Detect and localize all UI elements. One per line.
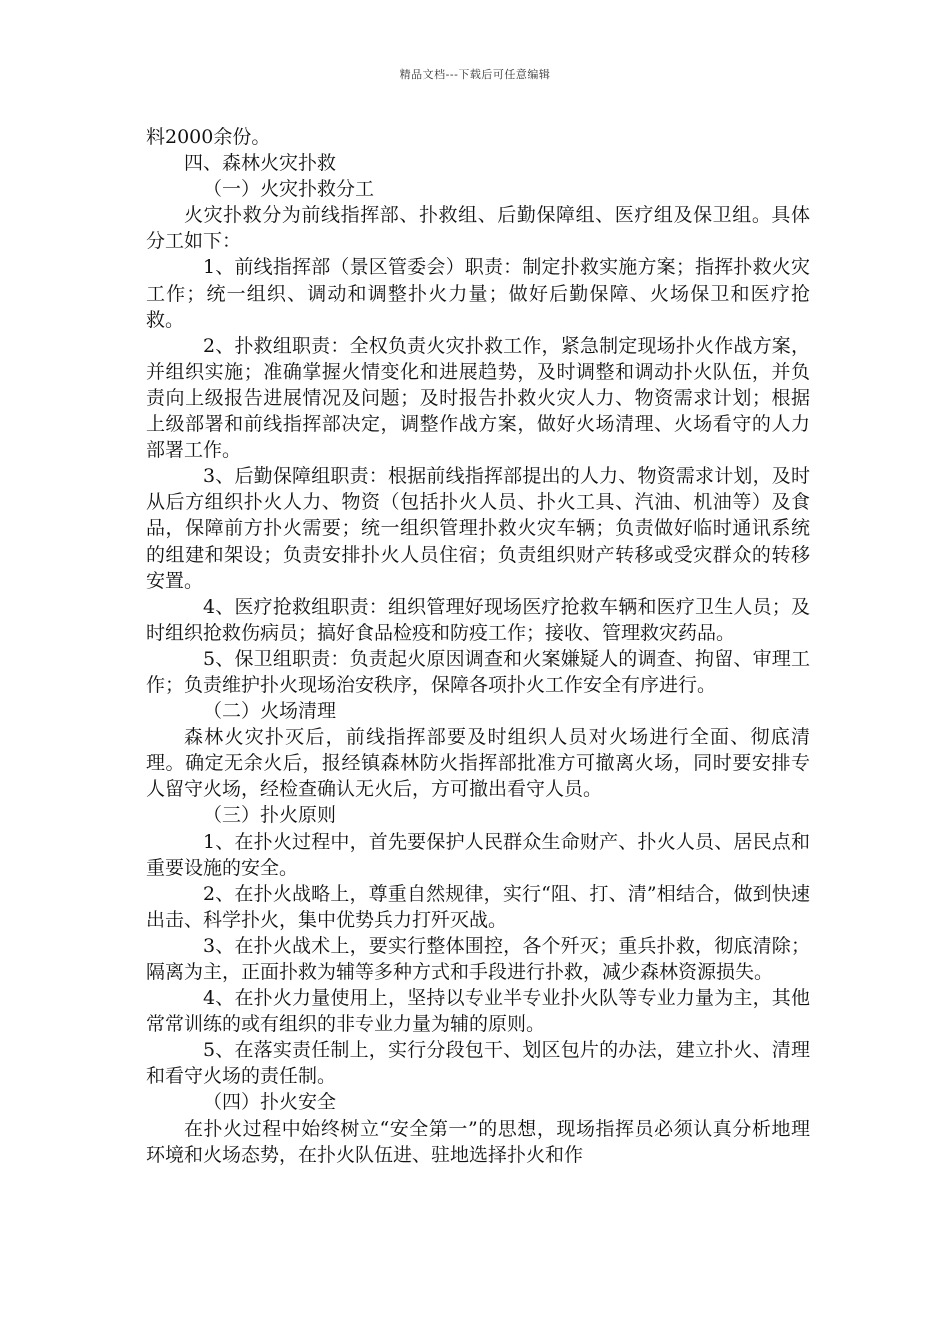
- paragraph-4: 1、前线指挥部（景区管委会）职责：制定扑救实施方案；指挥扑救火灾工作；统一组织、调动和调整扑火力量；做好后勤保障、火场保卫和医疗抢救。: [146, 256, 810, 331]
- paragraph-8: 5、保卫组职责：负责起火原因调查和火案嫌疑人的调查、拘留、审理工作；负责维护扑火现场治安秩序，保障各项扑火工作安全有序进行。: [146, 647, 810, 696]
- subsection-heading-principles: （三）扑火原则: [203, 804, 337, 827]
- subsection-heading-division: （一）火灾扑救分工: [203, 178, 375, 201]
- paragraph-18: 在扑火过程中始终树立“安全第一”的思想，现场指挥员必须认真分析地理环境和火场态势，在扑火队伍进、驻地选择扑火和作: [146, 1117, 810, 1166]
- paragraph-10: 森林火灾扑灭后，前线指挥部要及时组织人员对火场进行全面、彻底清理。确定无余火后，报经镇森林防火指挥部批准方可撤离火场，同时要安排专人留守火场，经检查确认无火后，方可撤出看守人员。: [146, 726, 810, 801]
- paragraph-14: 3、在扑火战术上，要实行整体围控，各个歼灭；重兵扑救，彻底清除；隔离为主，正面扑救为辅等多种方式和手段进行扑救，减少森林资源损失。: [146, 934, 810, 983]
- paragraph-12: 1、在扑火过程中，首先要保护人民群众生命财产、扑火人员、居民点和重要设施的安全。: [146, 830, 810, 879]
- section-heading-fire-fighting: 四、森林火灾扑救: [184, 152, 337, 175]
- document-body: [146, 124, 810, 1168]
- page-header: 精品文档---下载后可任意编辑: [399, 68, 551, 81]
- paragraph-13: 2、在扑火战略上，尊重自然规律，实行“阻、打、清”相结合，做到快速出击、科学扑火，集中优势兵力打歼灭战。: [146, 882, 810, 931]
- subsection-heading-safety: （四）扑火安全: [203, 1091, 337, 1114]
- paragraph-0: 料2000余份。: [146, 126, 271, 148]
- paragraph-7: 4、医疗抢救组职责：组织管理好现场医疗抢救车辆和医疗卫生人员；及时组织抢救伤病员；搞好食品检疫和防疫工作；接收、管理救灾药品。: [146, 595, 810, 644]
- paragraph-6: 3、后勤保障组职责：根据前线指挥部提出的人力、物资需求计划，及时从后方组织扑火人力、物资（包括扑火人员、扑火工具、汽油、机油等）及食品，保障前方扑火需要；统一组织管理扑救火灾车辆；负责做好临时通讯系统的组建和架设；负责安排扑火人员住宿；负责组织财产转移或受灾群众的转移安置。: [146, 465, 810, 592]
- subsection-heading-cleanup: （二）火场清理: [203, 700, 337, 723]
- paragraph-5: 2、扑救组职责：全权负责火灾扑救工作，紧急制定现场扑火作战方案，并组织实施；准确掌握火情变化和进展趋势，及时调整和调动扑火队伍，并负责向上级报告进展情况及问题；及时报告扑救火灾人力、物资需求计划；根据上级部署和前线指挥部决定，调整作战方案，做好火场清理、火场看守的人力部署工作。: [146, 334, 810, 462]
- paragraph-16: 5、在落实责任制上，实行分段包干、划区包片的办法，建立扑火、清理和看守火场的责任制。: [146, 1039, 810, 1088]
- paragraph-15: 4、在扑火力量使用上，坚持以专业半专业扑火队等专业力量为主，其他常常训练的或有组织的非专业力量为辅的原则。: [146, 987, 810, 1036]
- paragraph-3: 火灾扑救分为前线指挥部、扑救组、后勤保障组、医疗组及保卫组。具体分工如下：: [146, 204, 810, 253]
